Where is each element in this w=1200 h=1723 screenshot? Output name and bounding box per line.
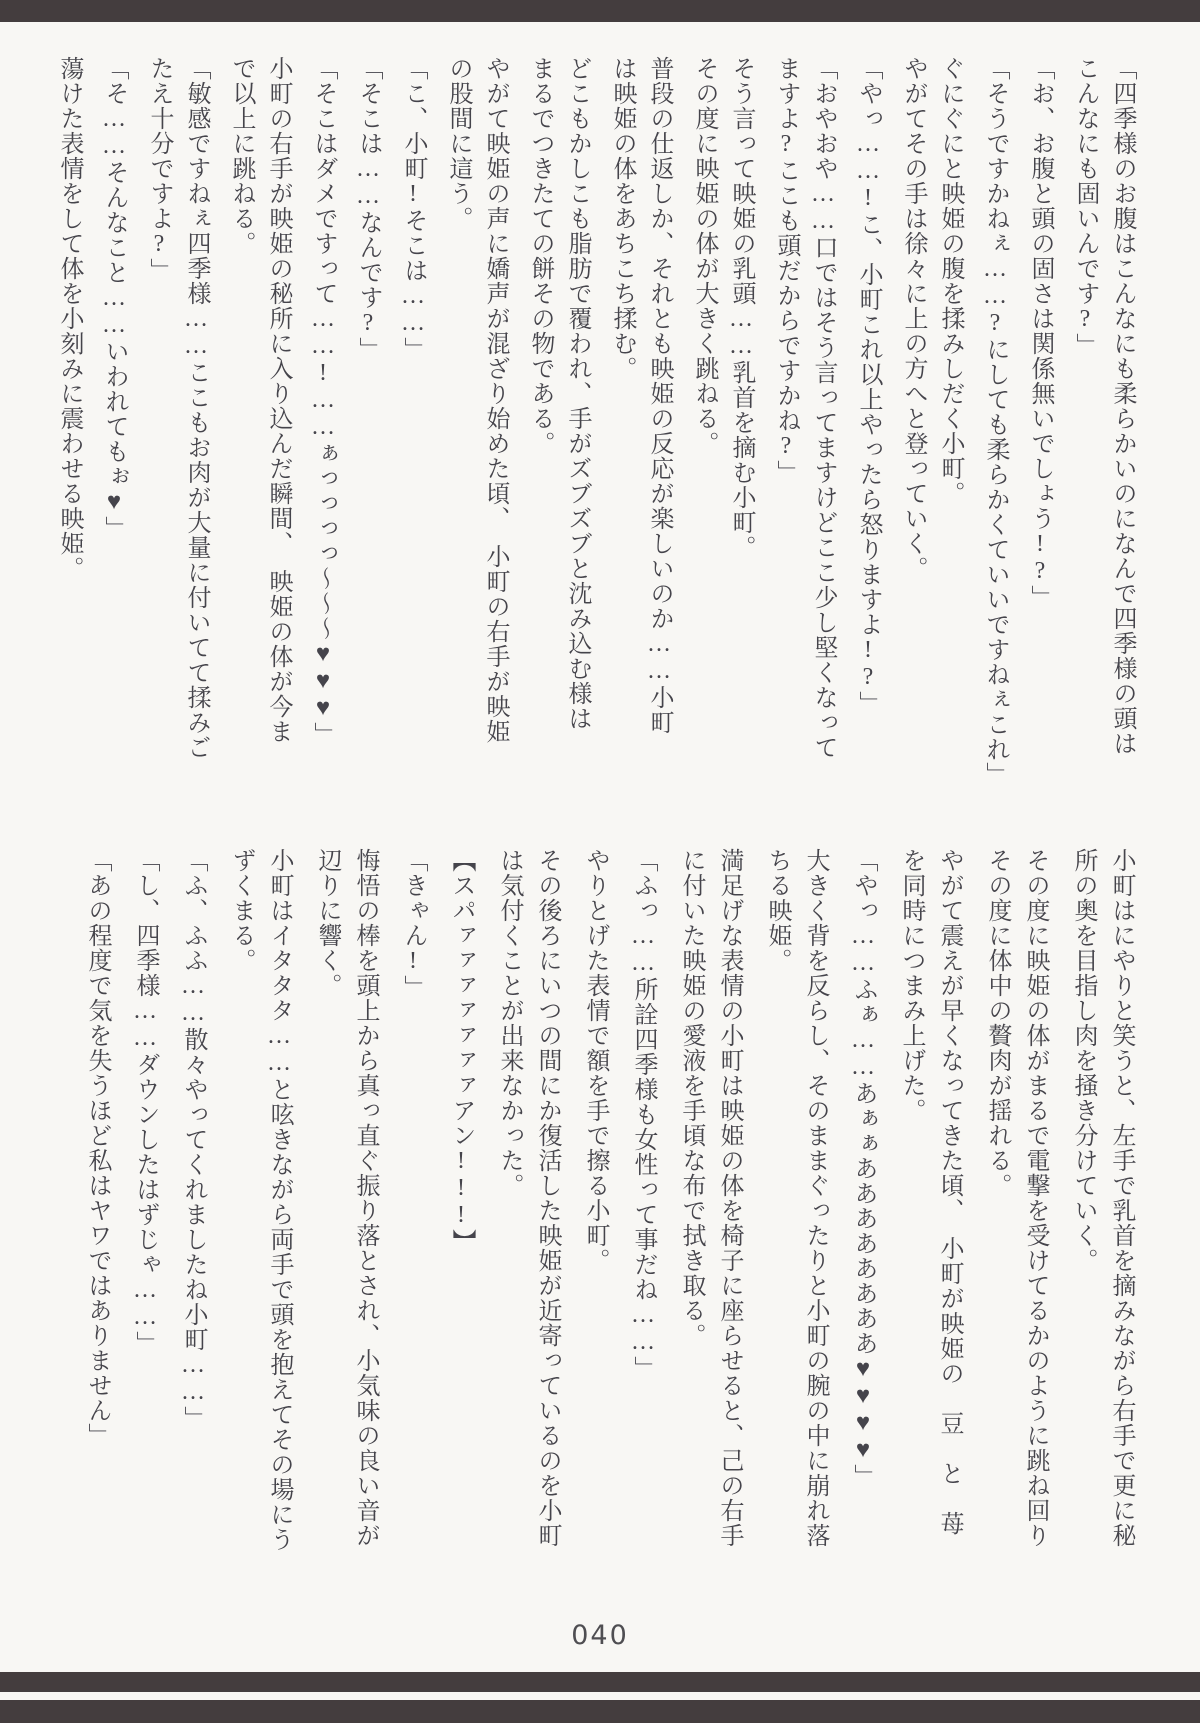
text-column: 小町はにやりと笑うと、左手で乳首を摘みながら右手で更に秘: [1108, 848, 1134, 1548]
text-column: その度に体中の贅肉が揺れる。: [984, 848, 1010, 1198]
text-column: その度に映姫の体がまるで電撃を受けてるかのように跳ね回り: [1022, 848, 1048, 1548]
text-column: やがてその手は徐々に上の方へと登っていく。: [900, 56, 926, 581]
text-column: 所の奥を目指し肉を掻き分けていく。: [1070, 848, 1096, 1273]
text-column: 「こ、小町!そこは……」: [400, 56, 426, 362]
text-column: 満足げな表情の小町は映姫の体を椅子に座らせると、己の右手: [716, 848, 742, 1548]
text-column: たえ十分ですよ?」: [146, 56, 172, 283]
text-column: 悔悟の棒を頭上から真っ直ぐ振り落とされ、小気味の良い音が: [352, 848, 378, 1548]
text-column: まるでつきたての餅その物である。: [527, 56, 553, 456]
text-column: 蕩けた表情をして体を小刻みに震わせる映姫。: [56, 56, 82, 581]
text-column: やがて映姫の声に嬌声が混ざり始めた頃、 小町の右手が映姫: [482, 56, 508, 744]
text-column: やがて震えが早くなってきた頃、 小町が映姫の 豆 と 苺: [936, 848, 962, 1536]
text-column: 「そこはダメですって……!……ぁっっっっ〜〜〜♥♥♥」: [310, 56, 336, 747]
text-column: 大きく背を反らし、そのままぐったりと小町の腕の中に崩れ落: [802, 848, 828, 1548]
text-column: その後ろにいつの間にか復活した映姫が近寄っているのを小町: [534, 848, 560, 1548]
text-column: どこもかしこも脂肪で覆われ、手がズブズブと沈み込む様は: [564, 56, 590, 731]
text-column: 小町の右手が映姫の秘所に入り込んだ瞬間、 映姫の体が今ま: [265, 56, 291, 744]
scan-edge-top-bar: [0, 0, 1200, 22]
text-column: 「そ……そんなこと……いわれてもぉ♥」: [101, 56, 127, 541]
text-column: で以上に跳ねる。: [228, 56, 254, 256]
text-block-top: [50, 56, 1140, 786]
text-column: 「おやおや……口ではそう言ってますけどここ少し堅くなって: [810, 56, 836, 760]
text-column: 【スパァァァァァァァアン!!!】: [448, 848, 474, 1254]
text-column: 「やっ……!こ、小町これ以上やったら怒りますよ!?」: [855, 56, 881, 716]
text-column: 普段の仕返しか、それとも映姫の反応が楽しいのか……小町: [646, 56, 672, 735]
text-column: 「きゃん!」: [400, 848, 426, 1000]
text-column: を同時につまみ上げた。: [898, 848, 924, 1123]
text-column: 「ふ、ふふ……散々やってくれましたね小町……」: [180, 848, 206, 1431]
text-column: 小町はイタタタ……と呟きながら両手で頭を抱えてその場にう: [266, 848, 292, 1552]
text-column: 「そこは……なんです?」: [355, 56, 381, 362]
text-column: ちる映姫。: [764, 848, 790, 973]
text-column: 「敏感ですねぇ四季様……ここもお肉が大量に付いてて揉みご: [183, 56, 209, 760]
text-column: 「四季様のお腹はこんなにも柔らかいのになんで四季様の頭は: [1109, 56, 1135, 756]
text-column: 「あの程度で気を失うほど私はヤワではありません」: [84, 848, 110, 1448]
text-column: そう言って映姫の乳頭……乳首を摘む小町。: [728, 56, 754, 560]
scan-edge-bottom-bar-1: [0, 1672, 1200, 1692]
text-column: 「そうですかねぇ……?にしても柔らかくていいですねぇこれ」: [982, 56, 1008, 787]
text-column: は映姫の体をあちこち揉む。: [609, 56, 635, 381]
text-column: ますよ?ここも頭だからですかね?」: [773, 56, 799, 485]
text-column: は気付くことが出来なかった。: [496, 848, 522, 1198]
scan-edge-bottom-bar-2: [0, 1700, 1200, 1723]
text-column: の股間に這う。: [445, 56, 471, 231]
text-column: ぐにぐにと映姫の腹を揉みしだく小町。: [937, 56, 963, 506]
text-column: 「やっ……ふぁ……あぁぁああああああああ♥♥♥♥」: [850, 848, 876, 1489]
text-column: に付いた映姫の愛液を手頃な布で拭き取る。: [678, 848, 704, 1348]
page-number: 040: [571, 1620, 629, 1651]
text-column: 辺りに響く。: [314, 848, 340, 998]
text-column: 「し、四季様……ダウンしたはずじゃ……」: [132, 848, 158, 1356]
text-column: やりとげた表情で額を手で擦る小町。: [582, 848, 608, 1273]
text-column: ずくまる。: [228, 848, 254, 973]
text-column: こんなにも固いんです?」: [1072, 56, 1098, 358]
text-column: 「お、お腹と頭の固さは関係無いでしょう!?」: [1027, 56, 1053, 610]
text-column: その度に映姫の体が大きく跳ねる。: [691, 56, 717, 456]
text-block-bottom: [78, 848, 1140, 1598]
text-column: 「ふっ……所詮四季様も女性って事だね……」: [630, 848, 656, 1381]
